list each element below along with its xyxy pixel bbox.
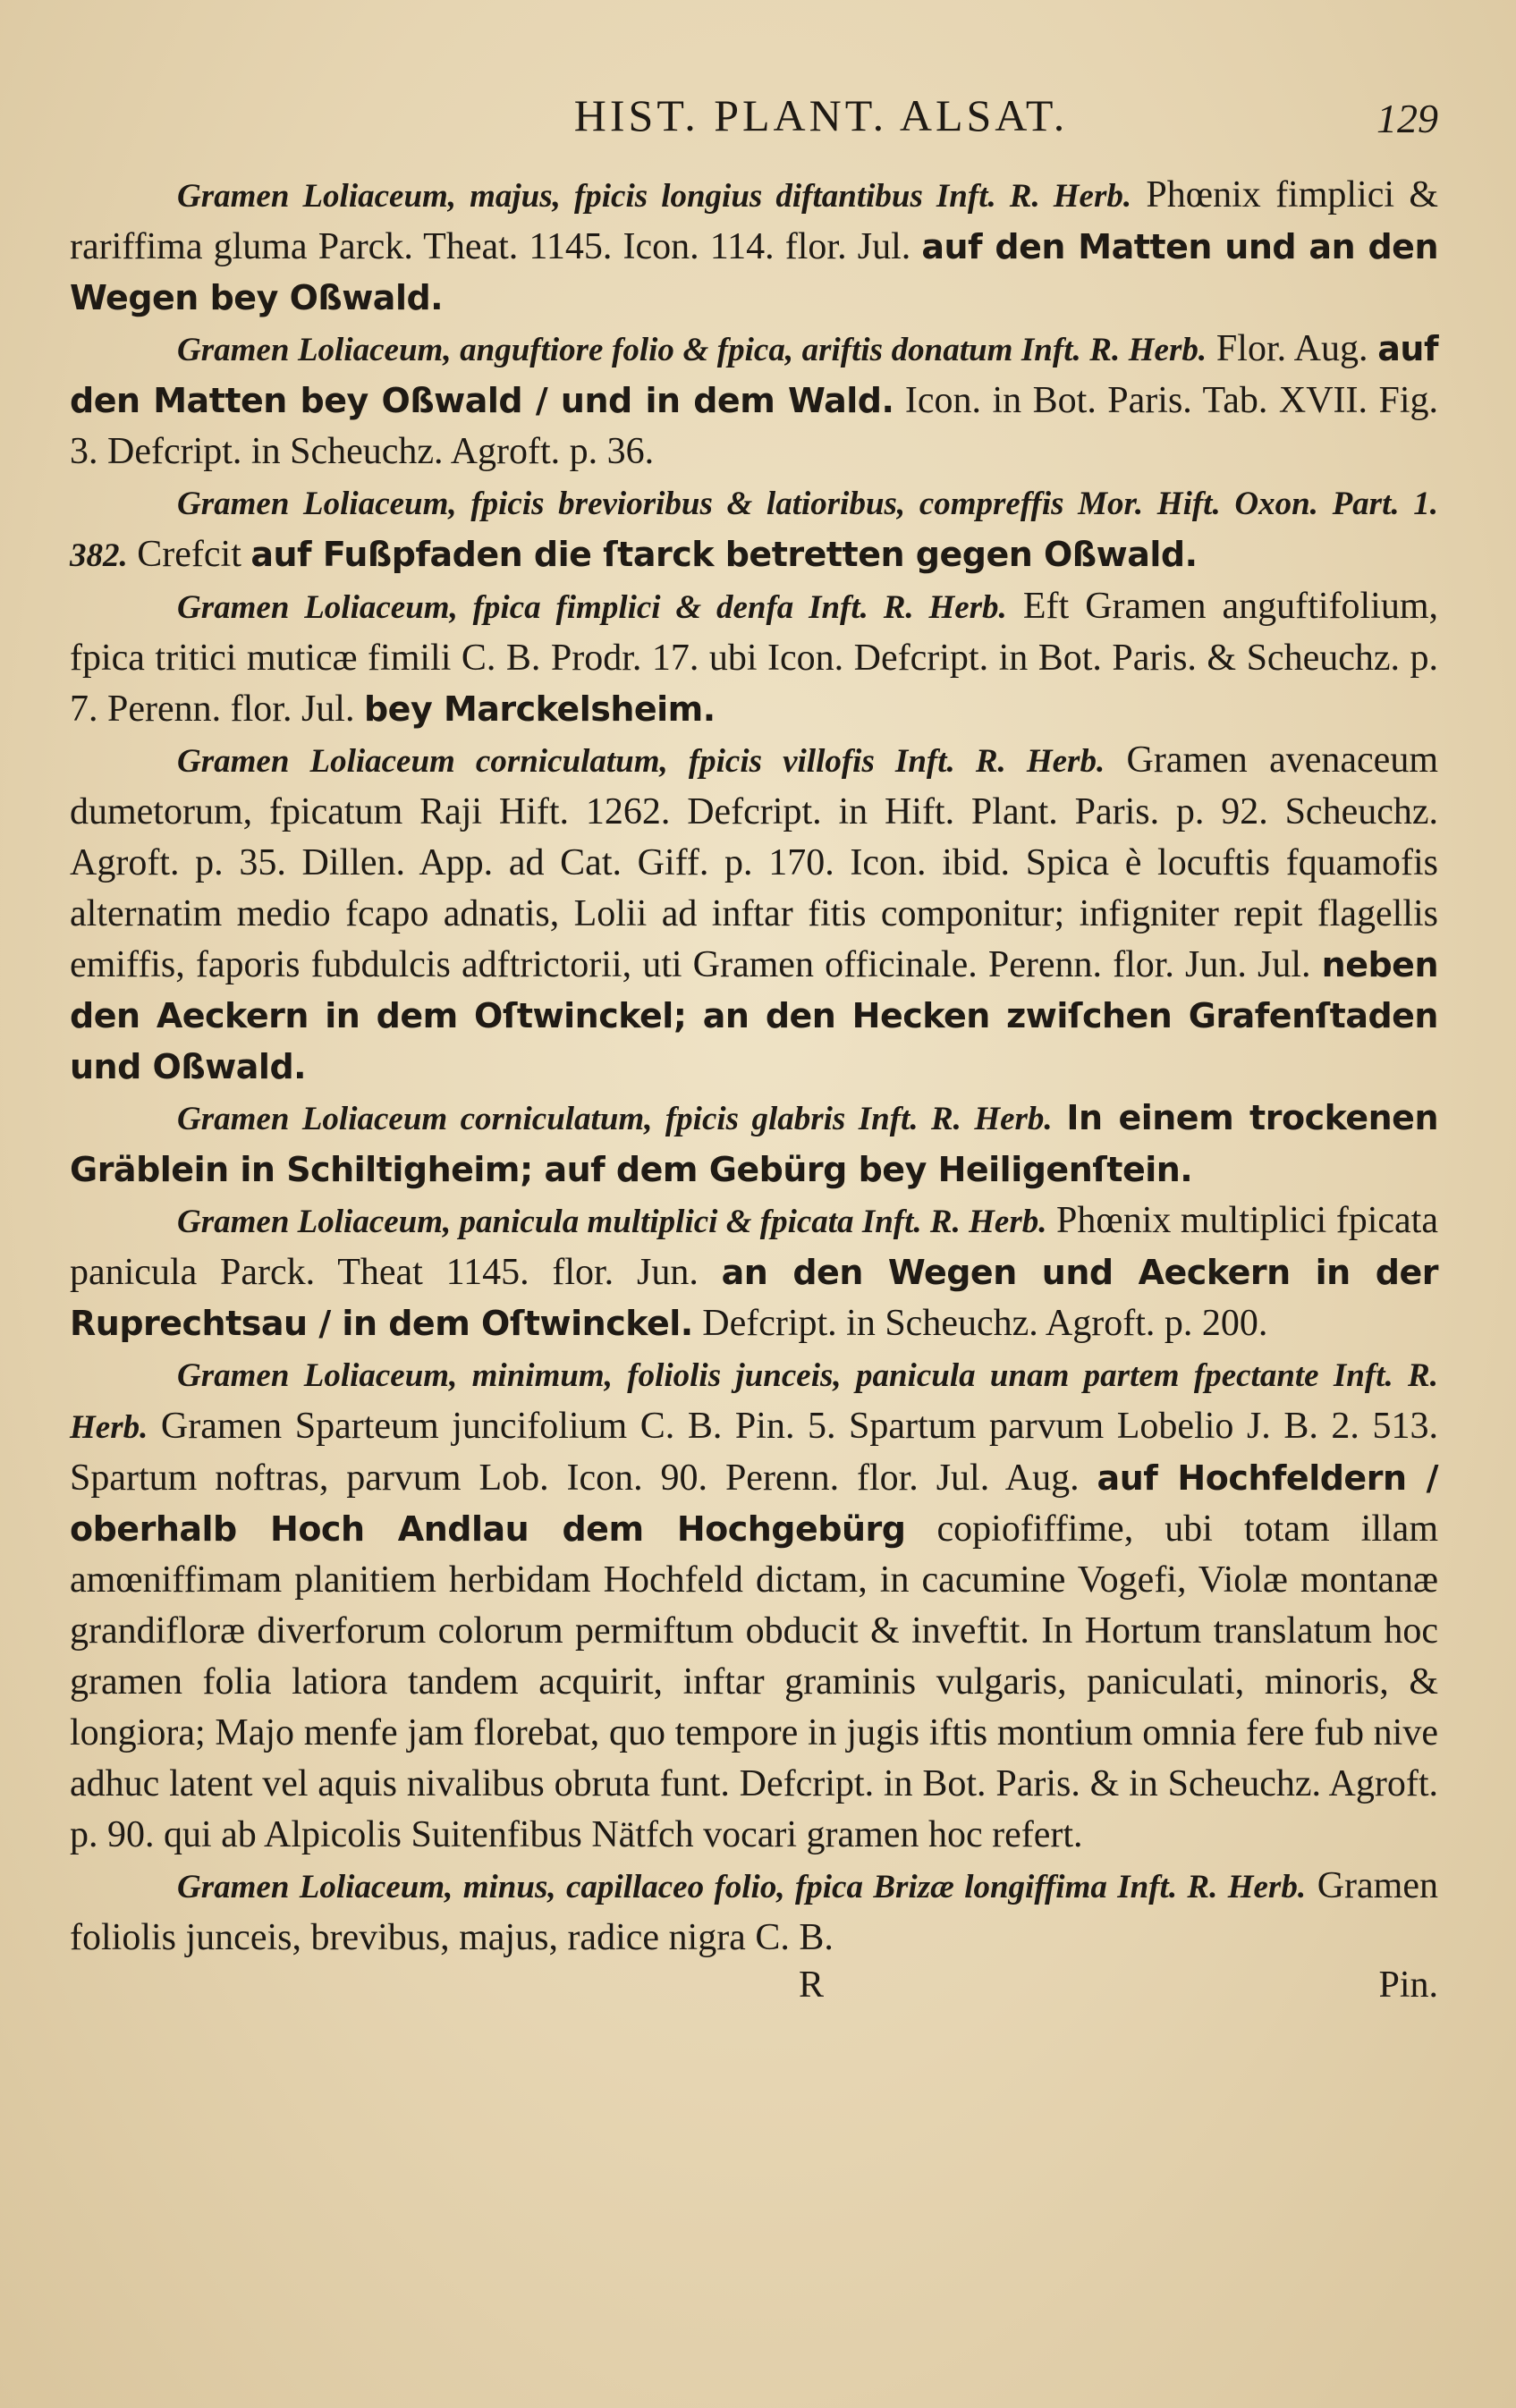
entry-phrase: Gramen Loliaceum, panicula multiplici & fpicata Inft. R. Herb.: [177, 1204, 1047, 1240]
entry: [70, 581, 1438, 735]
entry-text: Gramen avenaceum dumetorum, fpicatum Raji Hift. 1262. Defcript. in Hift. Plant. Paris. p. 92. Scheuchz. Agroft. p. 35. Dillen. App. ad Cat. Giff. p. 170. Icon. ibid. Spica è locuftis fquamofis alternatim medio fcapo adnatis, Lolii ad inftar fitis componitur; infigniter repit flagellis emiffis, faporis fubdulcis adftrictorii, uti Gramen officinale. Perenn. flor. Jun. Jul.: [70, 739, 1438, 985]
entry-german-locality: an den Wegen und Aeckern in der Ruprechtsau / in dem Oſtwinckel.: [70, 1253, 1438, 1343]
entry-phrase: Gramen Loliaceum, majus, fpicis longius diftantibus Inft. R. Herb.: [177, 178, 1132, 215]
entry-text: Gramen Sparteum juncifolium C. B. Pin. 5. Spartum parvum Lobelio J. B. 2. 513. Spartum noftras, parvum Lob. Icon. 90. Perenn. flor. Jul. Aug.: [70, 1406, 1438, 1499]
entry-german-locality: In einem trockenen Gräblein in Schiltigheim; auf dem Gebürg bey Heiligenſtein.: [70, 1098, 1438, 1189]
entry: [70, 1196, 1438, 1349]
entry-german-locality: bey Marckelsheim.: [363, 689, 716, 729]
entry-text: Flor. Aug.: [1207, 328, 1378, 369]
entry: [70, 735, 1438, 1093]
entry-tail: Defcript. in Scheuchz. Agroft. p. 200.: [692, 1303, 1268, 1344]
entry-phrase: Gramen Loliaceum, minus, capillaceo folio, fpica Brizæ longiffima Inft. R. Herb.: [177, 1869, 1307, 1905]
entry-phrase: Gramen Loliaceum corniculatum, fpicis glabris Inft. R. Herb.: [177, 1101, 1053, 1137]
entries-body: [70, 170, 1438, 1964]
entry-phrase: Gramen Loliaceum, fpica fimplici & denfa Inft. R. Herb.: [177, 589, 1007, 626]
entry: [70, 170, 1438, 324]
entry-phrase: Gramen Loliaceum, fpicis brevioribus & latioribus, compreffis Mor. Hift. Oxon. Part. 1. 382.: [70, 486, 1438, 574]
entry-tail: copiofiffime, ubi totam illam amœniffimam planitiem herbidam Hochfeld dictam, in cacumine Vogefi, Violæ montanæ grandifloræ diverforum colorum permiftum obducit & inveftit. In Hortum translatum hoc gramen folia latiora tandem acquirit, inftar graminis vulgaris, paniculati, minoris, & longiora; Majo menfe jam florebat, quo tempore in jugis iftis montium omnia fere fub nive adhuc latent vel aquis nivalibus obruta funt. Defcript. in Bot. Paris. & in Scheuchz. Agroft. p. 90. qui ab Alpicolis Suitenfibus Nätfch vocari gramen hoc refert.: [70, 1508, 1438, 1855]
signature-mark: R: [799, 1964, 825, 2006]
entry-text: Eft Gramen anguftifolium, fpica tritici muticæ fimili C. B. Prodr. 17. ubi Icon. Defcript. in Bot. Paris. & Scheuchz. p. 7. Perenn. flor. Jul.: [70, 586, 1438, 730]
entry-german-locality: neben den Aeckern in dem Oſtwinckel; an den Hecken zwiſchen Grafenſtaden und Oßwald.: [70, 945, 1438, 1086]
entry: [70, 477, 1438, 581]
entry-german-locality: auf den Matten bey Oßwald / und in dem Wald.: [70, 329, 1438, 420]
entry-phrase: Gramen Loliaceum corniculatum, fpicis villofis Inft. R. Herb.: [177, 743, 1105, 780]
entry-german-locality: auf Fußpfaden die ſtarck betretten gegen Oßwald.: [250, 535, 1198, 574]
entry: [70, 1093, 1438, 1196]
entry-text: Phœnix multiplici fpicata panicula Parck. Theat 1145. flor. Jun.: [70, 1200, 1438, 1293]
entry-text: Crefcit: [127, 534, 251, 575]
entry: [70, 1861, 1438, 1964]
page-footer: [70, 1964, 1438, 2017]
entry-german-locality: auf den Matten und an den Wegen bey Oßwald.: [70, 227, 1438, 317]
page-number: 129: [1376, 96, 1438, 141]
catchword: Pin.: [1378, 1964, 1438, 2006]
entry: [70, 1349, 1438, 1861]
running-head: [70, 89, 1438, 170]
entry-tail: Icon. in Bot. Paris. Tab. XVII. Fig. 3. Defcript. in Scheuchz. Agroft. p. 36.: [70, 380, 1439, 472]
entry-text: Gramen foliolis junceis, brevibus, majus, radice nigra C. B.: [70, 1865, 1438, 1958]
book-page: [70, 89, 1438, 2378]
entry-phrase: Gramen Loliaceum, anguftiore folio & fpica, ariftis donatum Inft. R. Herb.: [177, 332, 1207, 368]
running-title: HIST. PLANT. ALSAT.: [573, 90, 1069, 140]
entry-german-locality: auf Hochfeldern / oberhalb Hoch Andlau dem Hochgebürg: [70, 1458, 1439, 1549]
entry-text: [1053, 1097, 1067, 1138]
entry-text: Phœnix fimplici & rariffima gluma Parck. Theat. 1145. Icon. 114. flor. Jul.: [70, 174, 1439, 267]
entry: [70, 324, 1438, 477]
entry-phrase: Gramen Loliaceum, minimum, foliolis junceis, panicula unam partem fpectante Inft. R. Herb.: [70, 1357, 1438, 1446]
